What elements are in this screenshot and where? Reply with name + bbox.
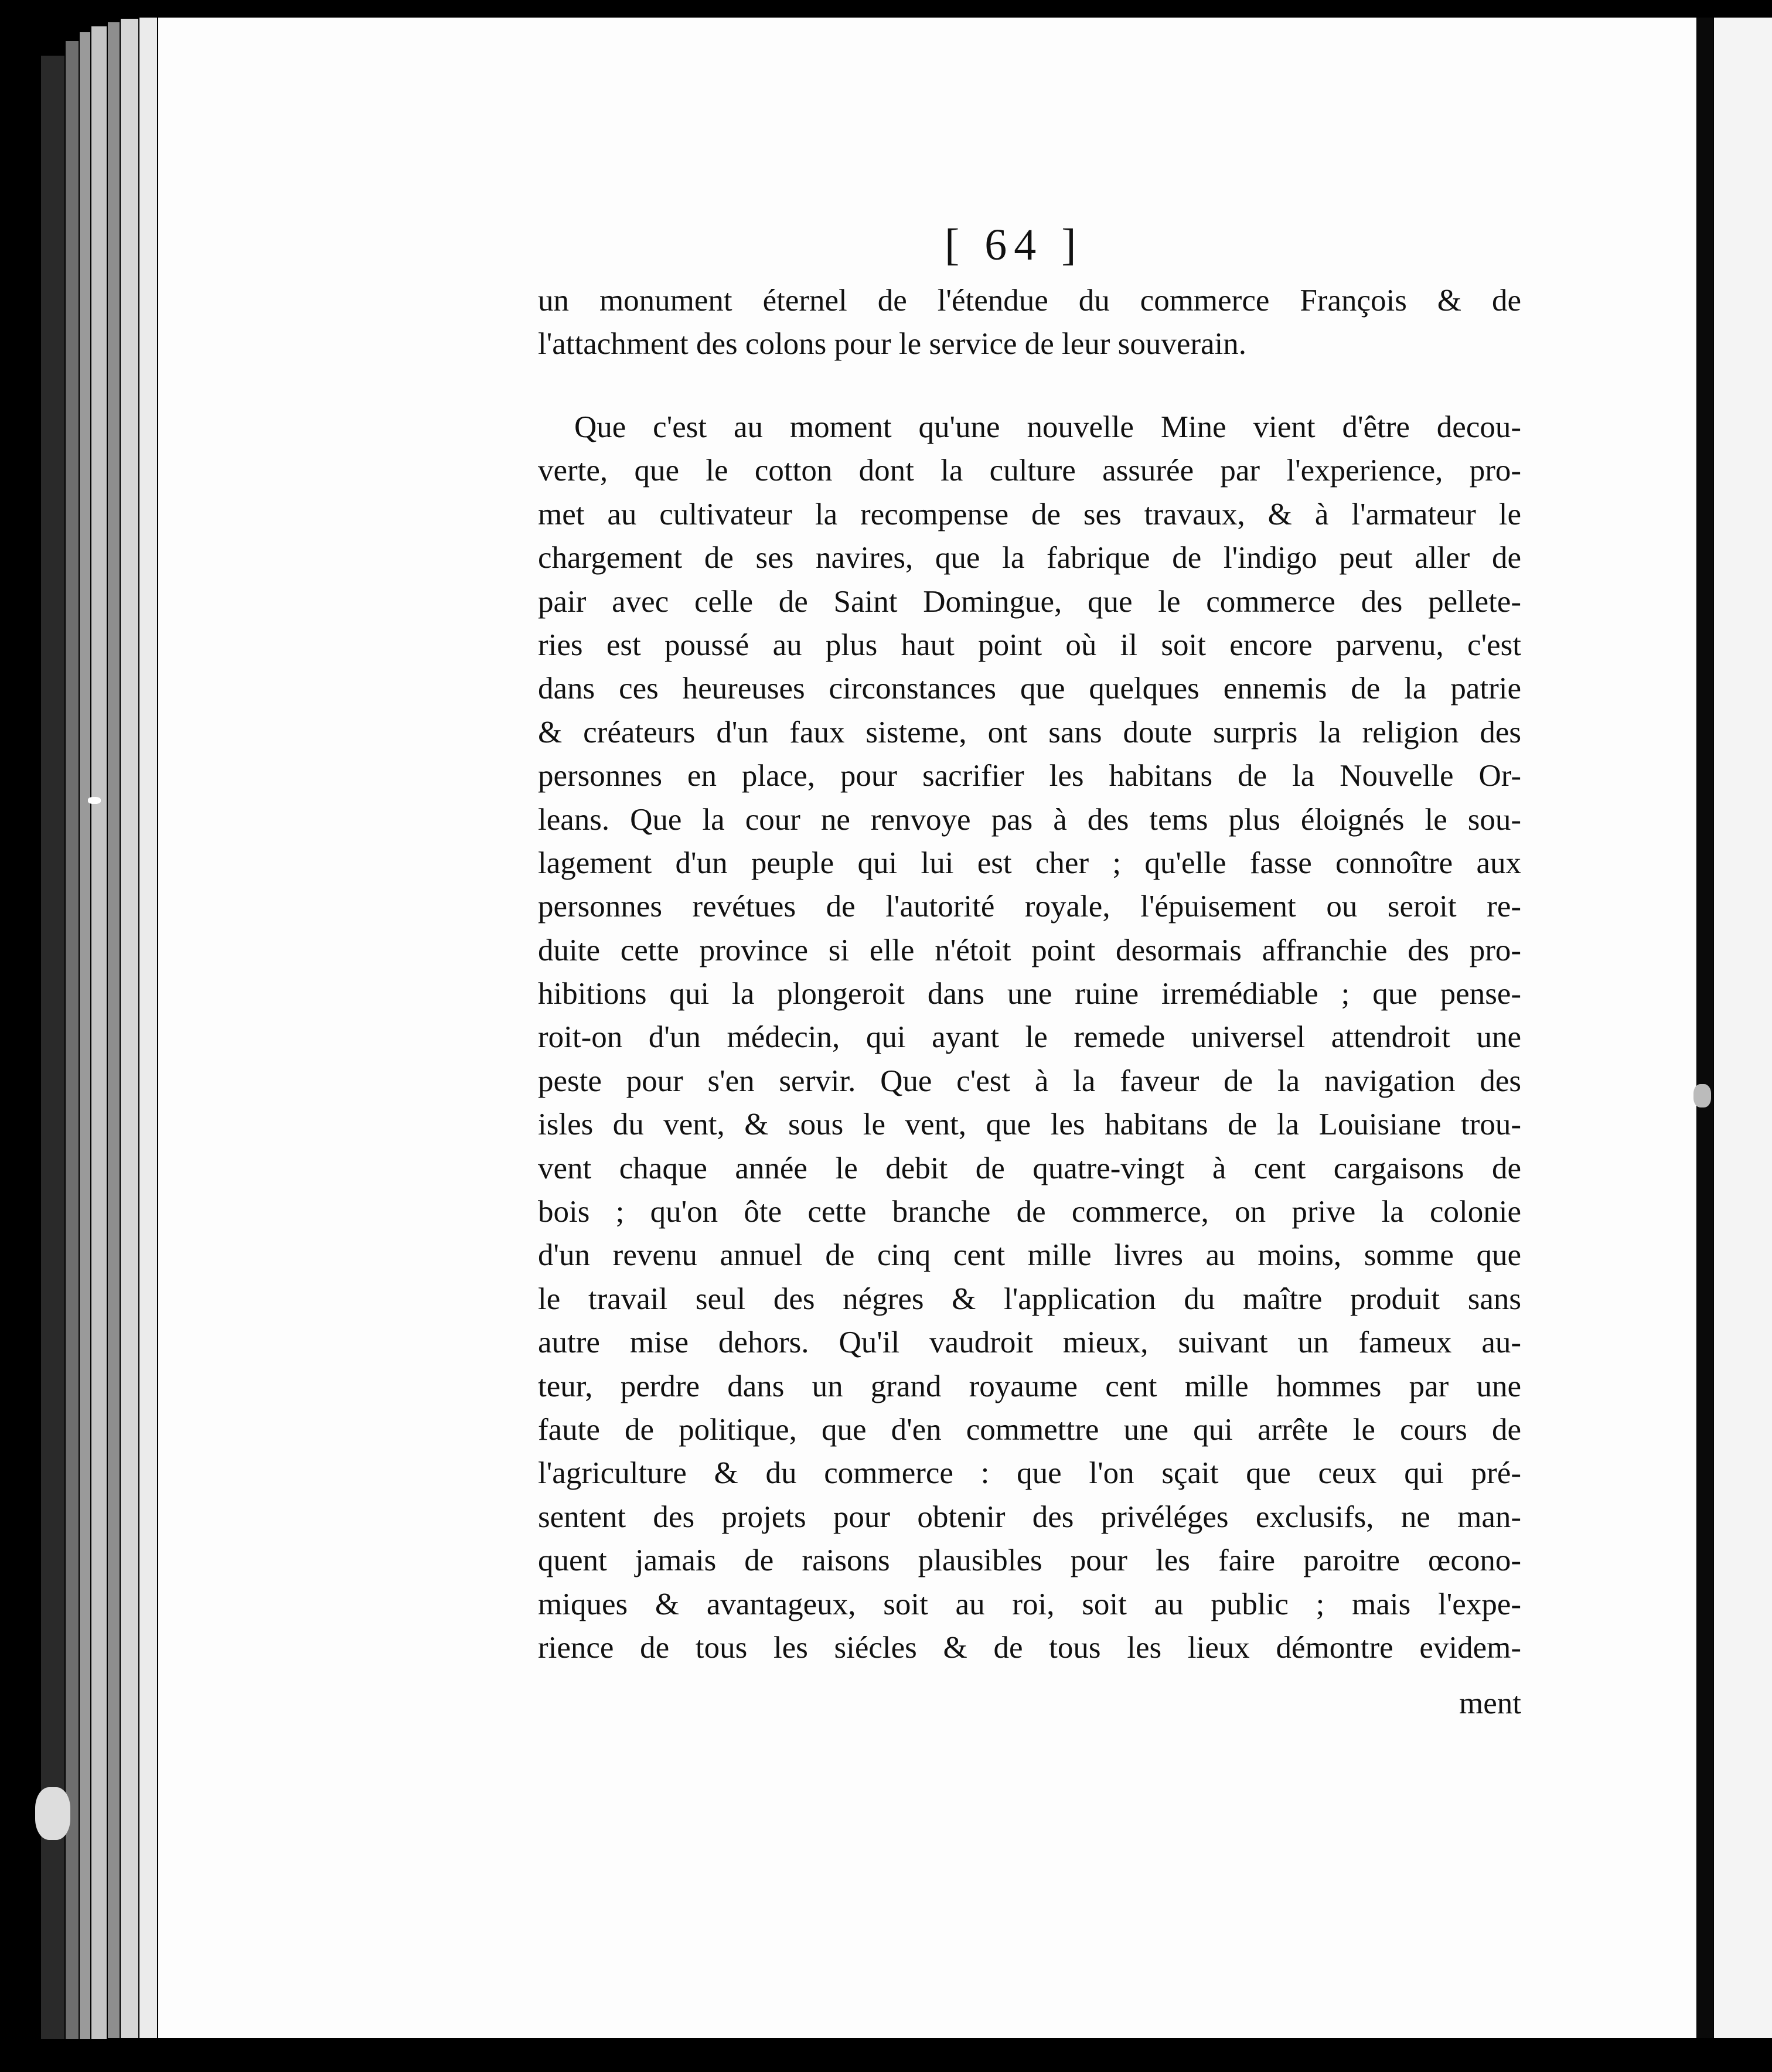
text-line: roit-on d'un médecin, qui ayant le remede universel attendroit une xyxy=(538,1020,1521,1055)
catchword: ment xyxy=(1459,1686,1521,1720)
text-line: isles du vent, & sous le vent, que les habitans de la Louisiane trou- xyxy=(538,1107,1521,1142)
text-line: teur, perdre dans un grand royaume cent mille hommes par une xyxy=(538,1369,1521,1403)
text-line: personnes revétues de l'autorité royale, l'épuisement ou seroit re- xyxy=(538,890,1521,924)
paragraph-continuation xyxy=(538,279,1521,366)
text-line: quent jamais de raisons plausibles pour les faire paroitre œcono- xyxy=(538,1543,1521,1578)
text-line: duite cette province si elle n'étoit point desormais affranchie des pro- xyxy=(538,933,1521,967)
text-line: hibitions qui la plongeroit dans une ruine irremédiable ; que pense- xyxy=(538,977,1521,1011)
text-line: vent chaque année le debit de quatre-vingt à cent cargaisons de xyxy=(538,1151,1521,1185)
text-line: autre mise dehors. Qu'il vaudroit mieux, suivant un fameux au- xyxy=(538,1325,1521,1360)
text-line: chargement de ses navires, que la fabrique de l'indigo peut aller de xyxy=(538,541,1521,575)
text-line: personnes en place, pour sacrifier les habitans de la Nouvelle Or- xyxy=(538,759,1521,793)
text-line: pair avec celle de Saint Domingue, que le commerce des pellete- xyxy=(538,584,1521,619)
text-line: lagement d'un peuple qui lui est cher ; qu'elle fasse connoître aux xyxy=(538,846,1521,880)
text-line: miques & avantageux, soit au roi, soit au public ; mais l'expe- xyxy=(538,1587,1521,1621)
text-line: verte, que le cotton dont la culture assurée par l'experience, pro- xyxy=(538,454,1521,488)
text-line: leans. Que la cour ne renvoye pas à des tems plus éloignés le sou- xyxy=(538,802,1521,837)
page-number: [ 64 ] xyxy=(945,220,1083,270)
text-line: met au cultivateur la recompense de ses travaux, & à l'armateur le xyxy=(538,497,1521,531)
text-line: l'attachment des colons pour le service de leur souverain. xyxy=(538,327,1246,362)
text-line: ries est poussé au plus haut point où il soit encore parvenu, c'est xyxy=(538,628,1521,662)
text-line: bois ; qu'on ôte cette branche de commerce, on prive la colonie xyxy=(538,1195,1521,1229)
text-line: Que c'est au moment qu'une nouvelle Mine vient d'être decou- xyxy=(574,410,1521,444)
text-line: d'un revenu annuel de cinq cent mille livres au moins, somme que xyxy=(538,1238,1521,1273)
text-line: sentent des projets pour obtenir des privéléges exclusifs, ne man- xyxy=(538,1500,1521,1534)
facing-page-edge xyxy=(1714,18,1772,2038)
text-line: l'agriculture & du commerce : que l'on sçait que ceux qui pré- xyxy=(538,1456,1521,1491)
text-line: peste pour s'en servir. Que c'est à la faveur de la navigation des xyxy=(538,1064,1521,1098)
text-line: un monument éternel de l'étendue du commerce François & de xyxy=(538,284,1521,318)
text-line: dans ces heureuses circonstances que quelques ennemis de la patrie xyxy=(538,672,1521,706)
catchword-block xyxy=(538,1682,1521,1725)
text-line: faute de politique, que d'en commettre une qui arrête le cours de xyxy=(538,1412,1521,1447)
text-line: le travail seul des négres & l'application du maître produit sans xyxy=(538,1282,1521,1316)
paragraph-main xyxy=(538,405,1521,1669)
text-line: rience de tous les siécles & de tous les lieux démontre evidem- xyxy=(538,1630,1521,1665)
text-line: & créateurs d'un faux sisteme, ont sans doute surpris la religion des xyxy=(538,715,1521,749)
